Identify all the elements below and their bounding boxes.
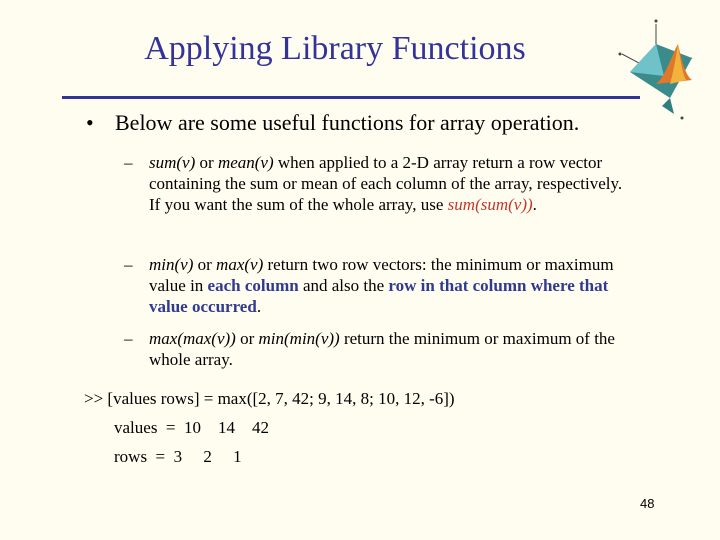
bullet-dot: • [86, 110, 94, 135]
bullet-text: Below are some useful functions for array operation. [115, 110, 580, 135]
highlight-each-column: each column [207, 276, 299, 295]
sub-item-sum-mean: – sum(v) or mean(v) when applied to a 2-D array return a row vector containing the sum or mean of each column of the array, respectively. If you want the sum of the whole array, use sum(sum(v)). [124, 153, 623, 214]
function-min-min: min(min(v)) [258, 329, 340, 348]
sub-item-min-max: – min(v) or max(v) return two row vectors: the minimum or maximum value in each column and also the row in that column where that value occurred. [124, 255, 614, 316]
sub-item-whole-array: – max(max(v)) or min(min(v)) return the minimum or maximum of the whole array. [124, 329, 615, 369]
function-mean: mean(v) [217, 153, 274, 172]
highlight-row-in-column: row in that column where that value occurred [149, 276, 609, 316]
slide-title: Applying Library Functions [144, 30, 526, 67]
function-sum-sum: sum(sum(v)) [447, 195, 533, 214]
sub-dash: – [124, 153, 133, 172]
matlab-logo-icon [612, 14, 702, 124]
code-output-rows: rows = 3 2 1 [114, 447, 242, 466]
function-min: min(v) [149, 255, 194, 274]
sub-item-text: return two row vectors: the minimum or maximum value in [149, 255, 614, 295]
function-max-max: max(max(v)) [149, 329, 236, 348]
sub-item-text: when applied to a 2-D array return a row vector containing the sum or mean of each column of the array, respectively. If you want the sum of the whole array, use [149, 153, 623, 214]
function-sum: sum(v) [149, 153, 196, 172]
sub-item-text: return the minimum or maximum of the whole array. [149, 329, 615, 369]
function-max: max(v) [216, 255, 264, 274]
code-output-values: values = 10 14 42 [114, 418, 270, 437]
sub-dash: – [124, 255, 133, 274]
sub-dash: – [124, 329, 133, 348]
title-underline [62, 96, 640, 99]
page-number: 48 [640, 496, 655, 511]
code-command: >> [values rows] = max([2, 7, 42; 9, 14, 8; 10, 12, -6]) [84, 389, 455, 408]
